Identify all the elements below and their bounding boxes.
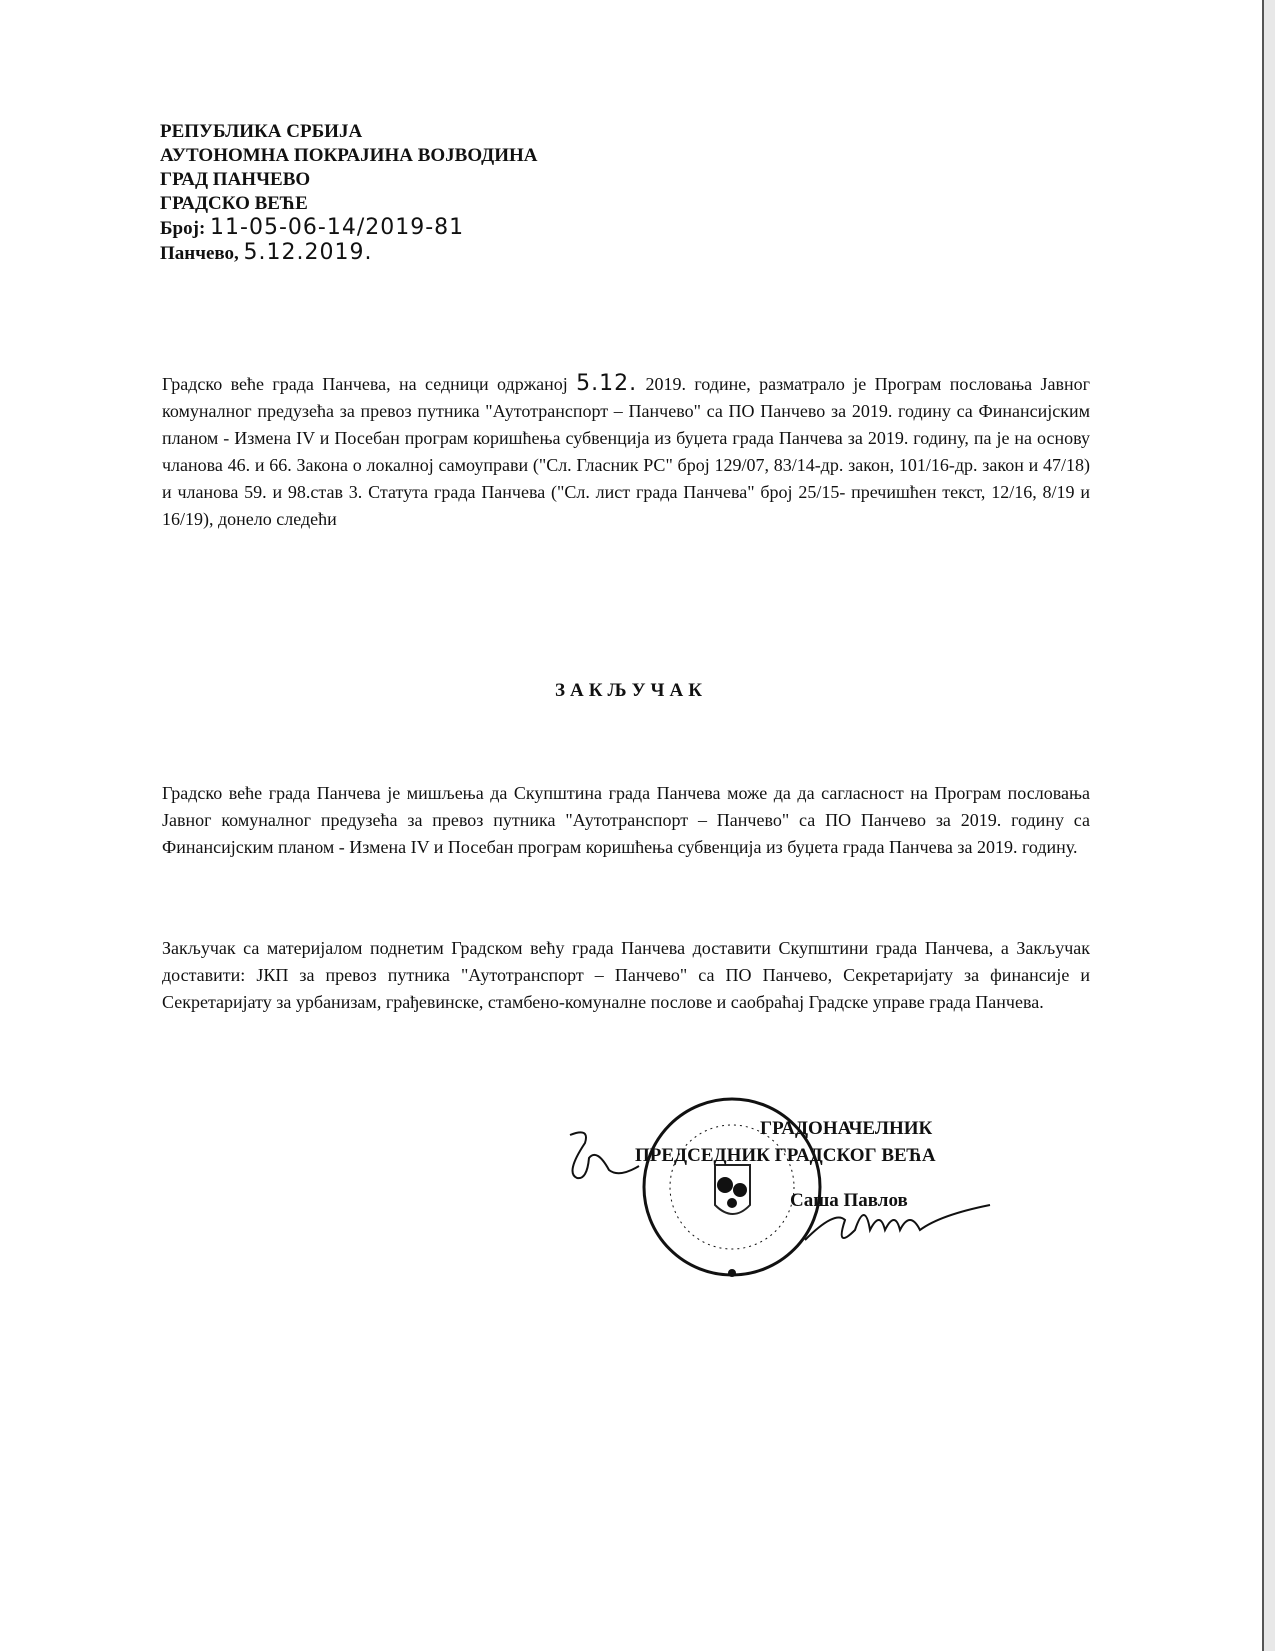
intro-paragraph: Градско веће града Панчева, на седници одржаној 5.12. 2019. године, разматрало је Програм пословања Јавног комуналног предузећа за превоз путника "Аутотранспорт – Панчево" са ПО Панчево за 2019. годину са Финансијским планом - Измена IV и Посебан програм коришћења субвенција из буџета града Панчева за 2019. годину, па је на основу чланова 46. и 66. Закона о локалној самоуправи ("Сл. Гласник РС" број 129/07, 83/14-др. закон, 101/16-др. закон и 47/18) и чланова 59. и 98.став 3. Статута града Панчева ("Сл. лист града Панчева" број 25/15- пречишћен текст, 12/16, 8/19 и 16/19), донело следећи [162, 371, 1090, 529]
header-line: ГРАД ПАНЧЕВО [160, 169, 311, 190]
handwritten-date: 5.12.2019. [243, 240, 373, 265]
signature [800, 1200, 1000, 1260]
signature-initials [565, 1125, 645, 1185]
document-title: ЗАКЉУЧАК [555, 680, 707, 701]
scan-edge [1264, 0, 1275, 1651]
signatory-title: ПРЕДСЕДНИК ГРАДСКОГ ВЕЋА [635, 1145, 936, 1166]
handwritten-number: 11-05-06-14/2019-81 [210, 215, 465, 240]
document-header [160, 120, 538, 266]
document-number: Број: 11-05-06-14/2019-81 [160, 215, 465, 240]
signatory-title: ГРАДОНАЧЕЛНИК [760, 1118, 933, 1139]
header-line: РЕПУБЛИКА СРБИЈА [160, 121, 363, 142]
header-line: АУТОНОМНА ПОКРАЈИНА ВОЈВОДИНА [160, 145, 538, 166]
header-line: ГРАДСКО ВЕЋЕ [160, 193, 308, 214]
conclusion-paragraph: Градско веће града Панчева је мишљења да Скупштина града Панчева може да да сагласност на Програм пословања Јавног комуналног предузећа за превоз путника "Аутотранспорт – Панчево" са ПО Панчево за 2019. годину са Финансијским планом - Измена IV и Посебан програм коришћења субвенција из буџета града Панчева за 2019. годину. [162, 783, 1090, 857]
document-date: Панчево, 5.12.2019. [160, 240, 373, 265]
handwritten-session-date: 5.12. [576, 371, 638, 396]
signatory-name: Саша Павлов [790, 1190, 908, 1211]
delivery-paragraph: Закључак са материјалом поднетим Градском већу града Панчева доставити Скупштини града Панчева, а Закључак доставити: ЈКП за превоз путника "Аутотранспорт – Панчево" са ПО Панчево, Секретаријату за финансије и Секретаријату за урбанизам, грађевинске, стамбено-комуналне послове и саобраћај Градске управе града Панчева. [162, 938, 1090, 1012]
